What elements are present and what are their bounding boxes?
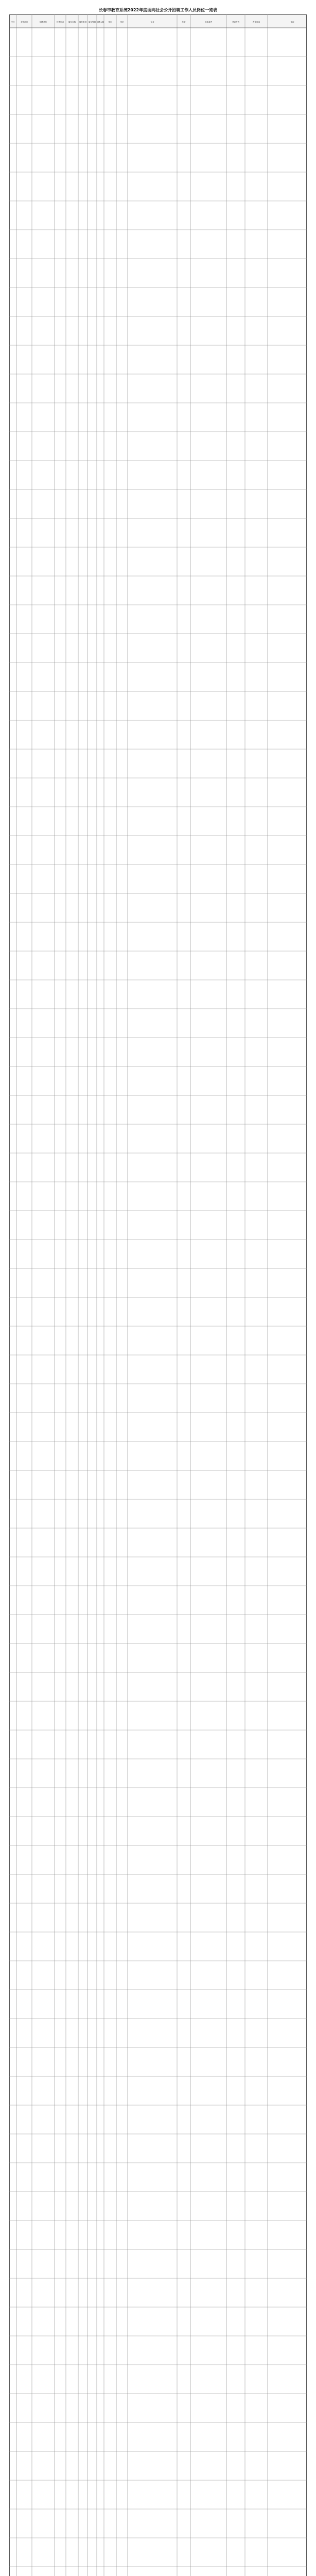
column-header: 序号: [11, 21, 15, 23]
recruitment-table: [9, 14, 307, 2576]
column-header: 备注: [290, 21, 294, 23]
column-header: 学历: [108, 21, 112, 23]
table-grid: [9, 14, 307, 2576]
header-row-bg: [10, 15, 306, 28]
column-header: 经费形式: [56, 21, 64, 23]
document-title: 长春市教育系统2022年度面向社会公开招聘工作人员岗位一览表: [98, 8, 218, 12]
column-header: 岗位名称: [68, 21, 76, 23]
column-header: 招聘单位: [39, 21, 47, 23]
column-header: 招聘人数: [96, 21, 104, 23]
column-header: 主管部门: [20, 21, 28, 23]
table-border: [10, 15, 307, 2576]
column-header: 学位: [120, 21, 124, 23]
column-header: 岗位等级: [88, 21, 96, 23]
column-header: 专业: [150, 21, 154, 23]
column-header: 考试方式: [232, 21, 240, 23]
column-header: 其他条件: [204, 21, 213, 23]
column-header: 咨询电话: [252, 21, 260, 23]
column-header: 年龄: [182, 21, 186, 23]
column-header: 岗位类别: [79, 21, 87, 23]
